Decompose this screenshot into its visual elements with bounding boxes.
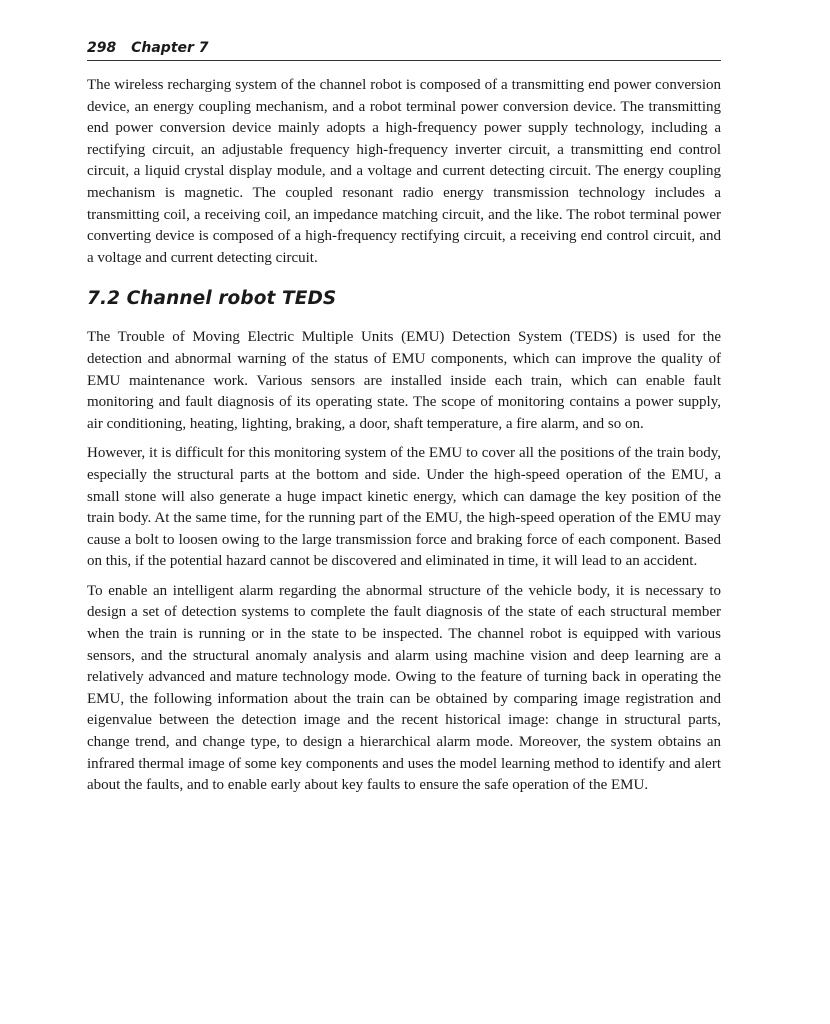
page-number: 298 [87,40,117,56]
header-rule [87,60,721,61]
section-paragraph-2: However, it is difficult for this monitoring system of the EMU to cover all the positions of the train body, especially the structural parts at the bottom and side. Under the high-speed operation of the EMU, a small stone will also generate a huge impact kinetic energy, which can damage the key position of the train body. At the same time, for the running part of the EMU, the high-speed operation of the EMU may cause a bolt to loosen owing to the large transmission force and braking force of each component. Based on this, if the potential hazard cannot be discovered and eliminated in time, it will lead to an accident. [87,445,721,570]
chapter-label: Chapter 7 [131,40,209,56]
section-heading: 7.2 Channel robot TEDS [87,288,337,310]
book-page [87,38,721,805]
section-paragraph-1: The Trouble of Moving Electric Multiple Units (EMU) Detection System (TEDS) is used for the detection and abnormal warning of the status of EMU components, which can improve the quality of EMU maintenance work. Various sensors are installed inside each train, which can enable fault monitoring and fault diagnosis of its operating state. The scope of monitoring contains a power supply, air conditioning, heating, lighting, braking, a door, shaft temperature, a fire alarm, and so on. [87,329,721,432]
section-paragraph-3: To enable an intelligent alarm regarding the abnormal structure of the vehicle body, it is necessary to design a set of detection systems to complete the fault diagnosis of the state of each structural member when the train is running or in the state to be inspected. The channel robot is equipped with various sensors, and the structural anomaly analysis and alarm using machine vision and deep learning are a relatively advanced and mature technology mode. Owing to the feature of turning back in operating the EMU, the following information about the train can be obtained by comparing image registration and eigenvalue between the detection image and the recent historical image: change in structural parts, change trend, and change type, to design a hierarchical alarm mode. Moreover, the system obtains an infrared thermal image of some key components and uses the model learning method to identify and alert about the faults, and to enable early about key faults to ensure the safe operation of the EMU. [87,582,721,794]
intro-paragraph: The wireless recharging system of the channel robot is composed of a transmitting end power conversion device, an energy coupling mechanism, and a robot terminal power conversion device. The transmitting end power conversion device mainly adopts a high-frequency power supply technology, including a rectifying circuit, an adjustable frequency high-frequency inverter circuit, a transmitting end control circuit, a liquid crystal display module, and a voltage and current detecting circuit. The energy coupling mechanism is magnetic. The coupled resonant radio energy transmission technology includes a transmitting coil, a receiving coil, an impedance matching circuit, and the like. The robot terminal power converting device is composed of a high-frequency rectifying circuit, a receiving end control circuit, and a voltage and current detecting circuit. [87,77,721,266]
running-head [87,38,721,58]
